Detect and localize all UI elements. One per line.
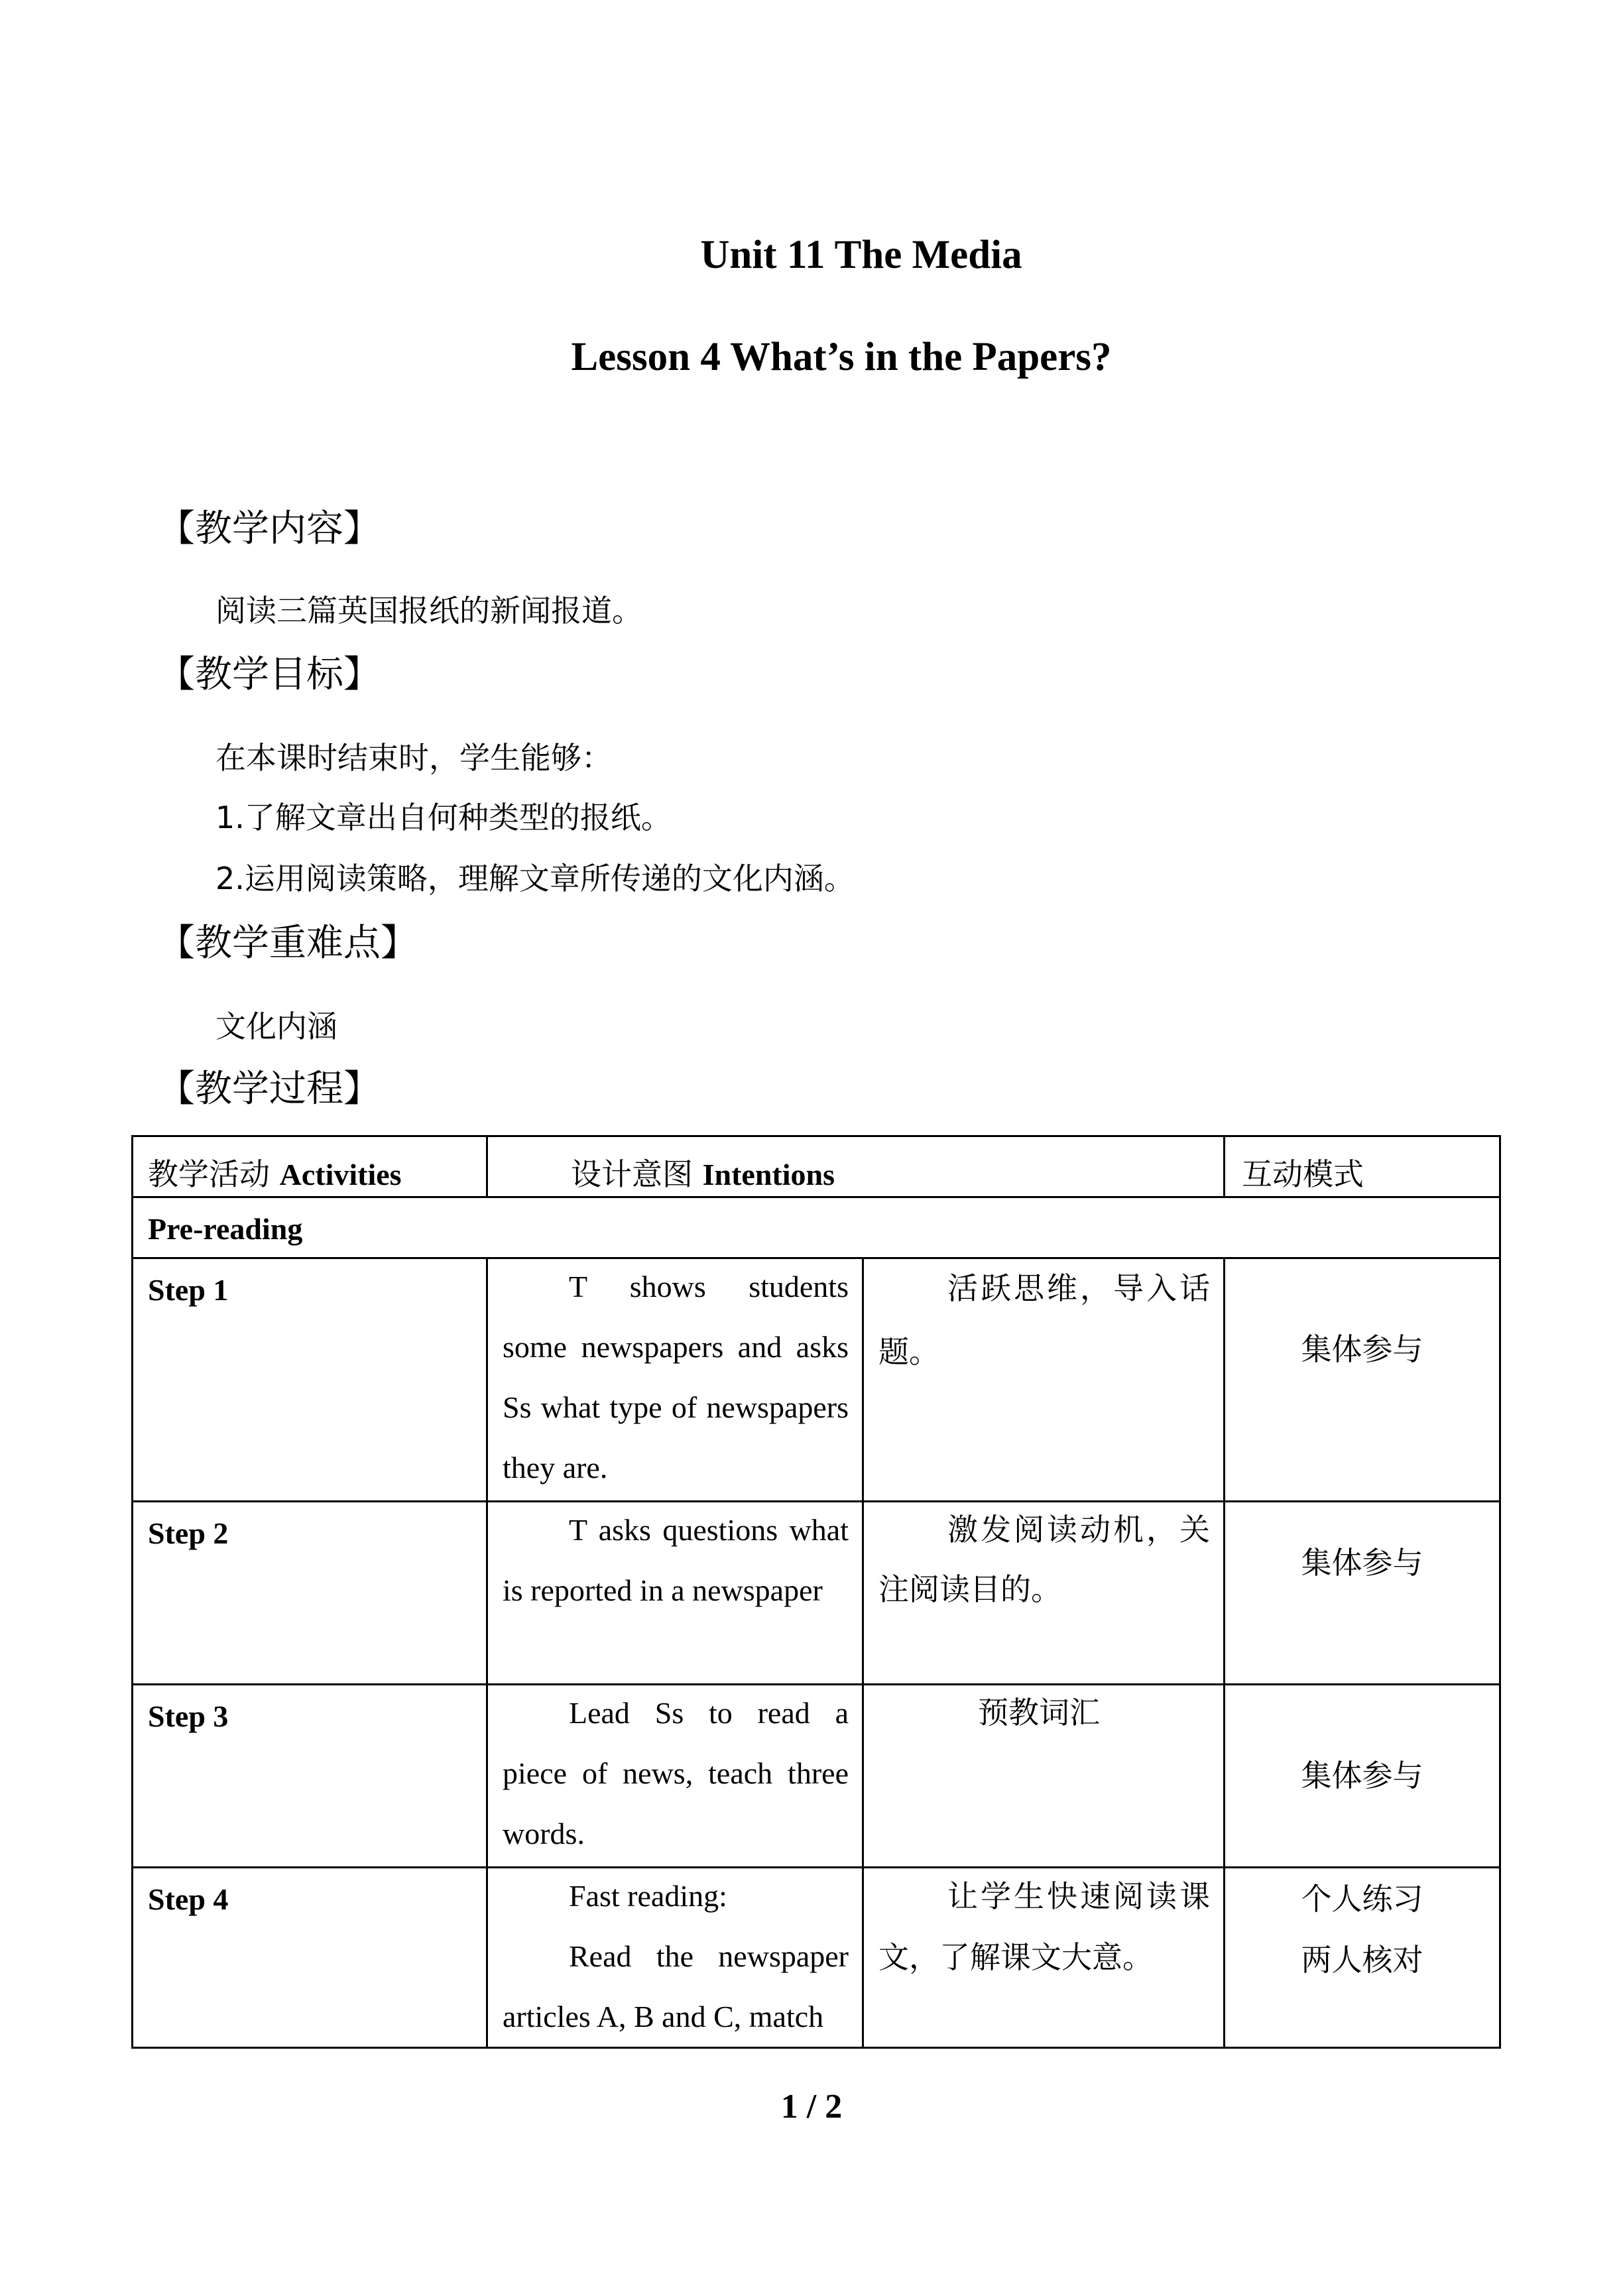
intention-cell: 让学生快速阅读课文，了解课文大意。 [863, 1868, 1225, 2048]
lesson-title: Lesson 4 What’s in the Papers? [571, 335, 1112, 379]
intention-cell: 活跃思维，导入话题。 [863, 1258, 1225, 1502]
table-row [133, 1502, 1500, 1685]
activity-cell: T asks questions what is reported in a newspaper [487, 1502, 863, 1685]
table-row [133, 1685, 1500, 1868]
goal-item-1: 1.了解文章出自何种类型的报纸。 [215, 800, 672, 835]
table-header-row [133, 1136, 1500, 1197]
header-mode: 互动模式 [1225, 1136, 1500, 1197]
page-title: Unit 11 The Media [700, 233, 1022, 277]
key-points-text: 文化内涵 [215, 1008, 337, 1044]
mode-cell: 集体参与 [1225, 1685, 1500, 1868]
intention-cell: 预教词汇 [863, 1685, 1225, 1868]
phase-row [133, 1197, 1500, 1258]
table-row [133, 1258, 1500, 1502]
step-label: Step 3 [133, 1685, 487, 1868]
activity-cell: Fast reading: Read the newspaper articles A, B and C, match [487, 1868, 863, 2048]
header-activities: 教学活动 Activities [133, 1136, 487, 1197]
content-heading: 【教学内容】 [158, 507, 381, 550]
phase-label: Pre-reading [133, 1197, 1500, 1258]
content-text: 阅读三篇英国报纸的新闻报道。 [215, 593, 642, 629]
table-row [133, 1868, 1500, 2048]
goals-intro: 在本课时结束时，学生能够： [215, 740, 612, 776]
step-label: Step 2 [133, 1502, 487, 1685]
goals-heading: 【教学目标】 [158, 653, 381, 696]
process-table [131, 1135, 1501, 2049]
page-number: 1 / 2 [780, 2088, 843, 2126]
mode-cell: 个人练习 两人核对 [1225, 1868, 1500, 2048]
step-label: Step 4 [133, 1868, 487, 2048]
process-heading: 【教学过程】 [158, 1067, 381, 1111]
mode-cell: 集体参与 [1225, 1258, 1500, 1502]
activity-cell: T shows students some newspapers and asks Ss what type of newspapers they are. [487, 1258, 863, 1502]
intention-cell: 激发阅读动机，关注阅读目的。 [863, 1502, 1225, 1685]
header-intentions: 设计意图 Intentions [487, 1136, 1225, 1197]
mode-cell: 集体参与 [1225, 1502, 1500, 1685]
step-label: Step 1 [133, 1258, 487, 1502]
key-points-heading: 【教学重难点】 [158, 922, 418, 965]
activity-cell: Lead Ss to read a piece of news, teach three words. [487, 1685, 863, 1868]
goal-item-2: 2.运用阅读策略，理解文章所传递的文化内涵。 [215, 861, 855, 896]
